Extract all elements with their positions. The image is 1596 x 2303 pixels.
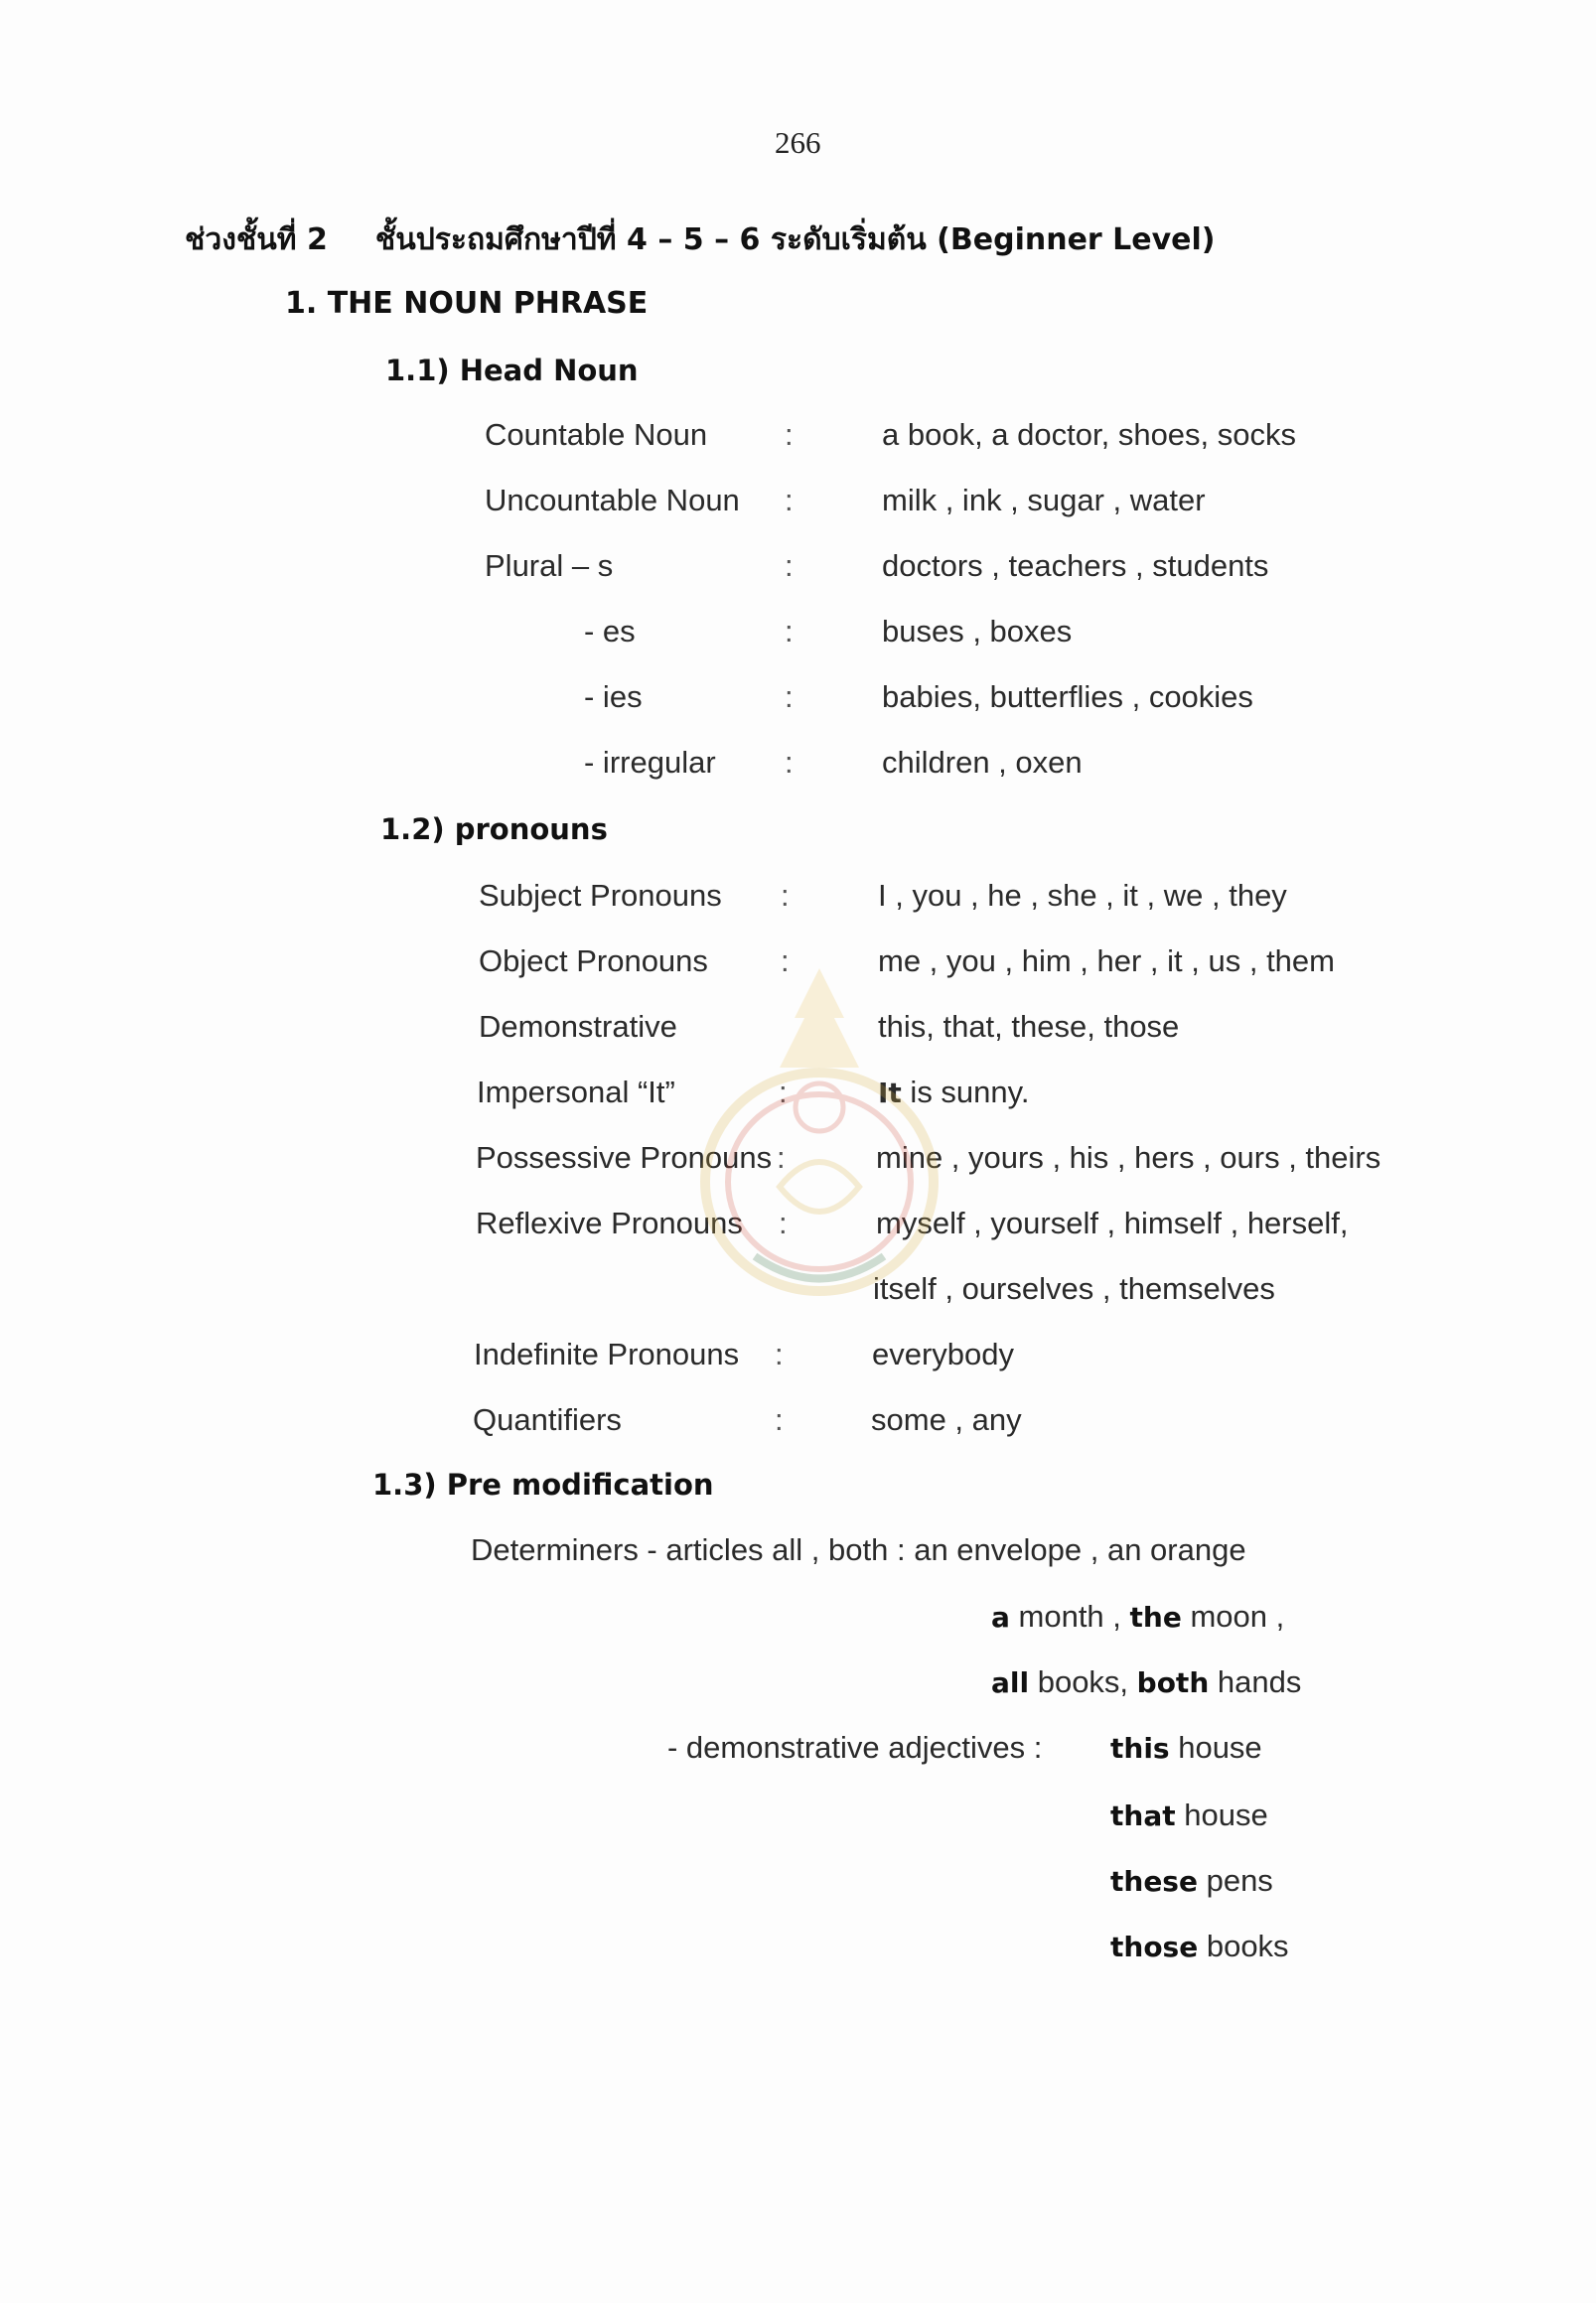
grades-label: ชั้นประถมศึกษาปีที่ 4 – 5 – 6 ระดับเริ่มต้น (Beginner Level) bbox=[374, 222, 1216, 257]
row-label: Impersonal “It” bbox=[477, 1075, 675, 1109]
demonstrative-adjectives-line: - demonstrative adjectives : bbox=[667, 1730, 1043, 1765]
row-value: me , you , him , her , it , us , them bbox=[878, 943, 1335, 978]
row-value-text: is sunny. bbox=[901, 1075, 1030, 1109]
row-colon: : bbox=[785, 679, 794, 714]
row-colon: : bbox=[775, 1337, 784, 1371]
row-colon: : bbox=[781, 878, 790, 913]
row-label: Demonstrative bbox=[479, 1009, 677, 1044]
section-title-noun-phrase: 1. THE NOUN PHRASE bbox=[285, 286, 649, 321]
article-example-1 bbox=[991, 1599, 1284, 1635]
row-label: Reflexive Pronouns bbox=[476, 1206, 743, 1240]
row-value: children , oxen bbox=[882, 745, 1083, 780]
row-value: milk , ink , sugar , water bbox=[882, 483, 1206, 517]
stage-label: ช่วงชั้นที่ 2 bbox=[185, 222, 328, 257]
row-colon: : bbox=[785, 614, 794, 648]
example-text: hands bbox=[1209, 1664, 1302, 1699]
example-bold-both: both bbox=[1136, 1666, 1210, 1699]
row-value: itself , ourselves , themselves bbox=[873, 1271, 1275, 1306]
row-colon: : bbox=[785, 483, 794, 517]
row-value: everybody bbox=[872, 1337, 1015, 1371]
row-colon: : bbox=[785, 548, 794, 583]
row-label: Object Pronouns bbox=[479, 943, 708, 978]
row-value: a book, a doctor, shoes, socks bbox=[882, 417, 1297, 452]
example-text: month , bbox=[1009, 1599, 1130, 1634]
example-text: books, bbox=[1029, 1664, 1137, 1699]
row-label: Possessive Pronouns bbox=[476, 1140, 773, 1175]
row-colon: : bbox=[775, 1402, 784, 1437]
demonstrative-example-that: that house bbox=[1110, 1798, 1268, 1832]
example-bold-the: the bbox=[1129, 1601, 1182, 1634]
row-label: - irregular bbox=[584, 745, 716, 780]
row-label: Uncountable Noun bbox=[485, 483, 740, 517]
seal-watermark bbox=[685, 958, 953, 1306]
row-value: this, that, these, those bbox=[878, 1009, 1180, 1044]
row-label: Indefinite Pronouns bbox=[474, 1337, 740, 1371]
row-value: I , you , he , she , it , we , they bbox=[878, 878, 1287, 913]
grade-level-heading bbox=[185, 216, 1216, 263]
row-value: myself , yourself , himself , herself, bbox=[876, 1206, 1349, 1240]
subsection-title-pre-modification: 1.3) Pre modification bbox=[372, 1468, 714, 1502]
subsection-title-head-noun: 1.1) Head Noun bbox=[385, 354, 639, 387]
example-bold-all: all bbox=[991, 1666, 1030, 1699]
row-colon: : bbox=[779, 1075, 788, 1109]
row-colon: : bbox=[781, 943, 790, 978]
row-label: - ies bbox=[584, 679, 643, 714]
row-label: Quantifiers bbox=[473, 1402, 622, 1437]
demonstrative-example-those: those books bbox=[1110, 1929, 1289, 1963]
page-number: 266 bbox=[775, 125, 821, 160]
determiners-line: Determiners - articles all , both : an envelope , an orange bbox=[471, 1532, 1246, 1567]
row-label: Plural – s bbox=[485, 548, 614, 583]
article-example-2 bbox=[991, 1664, 1301, 1700]
demonstrative-example-these: these pens bbox=[1110, 1863, 1273, 1898]
example-bold-a: a bbox=[991, 1601, 1010, 1634]
row-value: buses , boxes bbox=[882, 614, 1073, 648]
row-value: babies, butterflies , cookies bbox=[882, 679, 1253, 714]
row-colon: : bbox=[785, 417, 794, 452]
row-label: - es bbox=[584, 614, 636, 648]
row-value: mine , yours , his , hers , ours , theirs bbox=[876, 1140, 1381, 1175]
demonstrative-example-this: this house bbox=[1110, 1730, 1262, 1765]
row-colon: : bbox=[777, 1140, 786, 1175]
row-colon: : bbox=[785, 745, 794, 780]
row-value: doctors , teachers , students bbox=[882, 548, 1269, 583]
row-value: some , any bbox=[871, 1402, 1022, 1437]
example-text: moon , bbox=[1181, 1599, 1285, 1634]
row-colon: : bbox=[779, 1206, 788, 1240]
row-value-bold: It bbox=[878, 1077, 902, 1109]
seal-crown-icon bbox=[780, 968, 859, 1068]
subsection-title-pronouns: 1.2) pronouns bbox=[380, 812, 608, 846]
row-label: Subject Pronouns bbox=[479, 878, 722, 913]
row-label: Countable Noun bbox=[485, 417, 708, 452]
